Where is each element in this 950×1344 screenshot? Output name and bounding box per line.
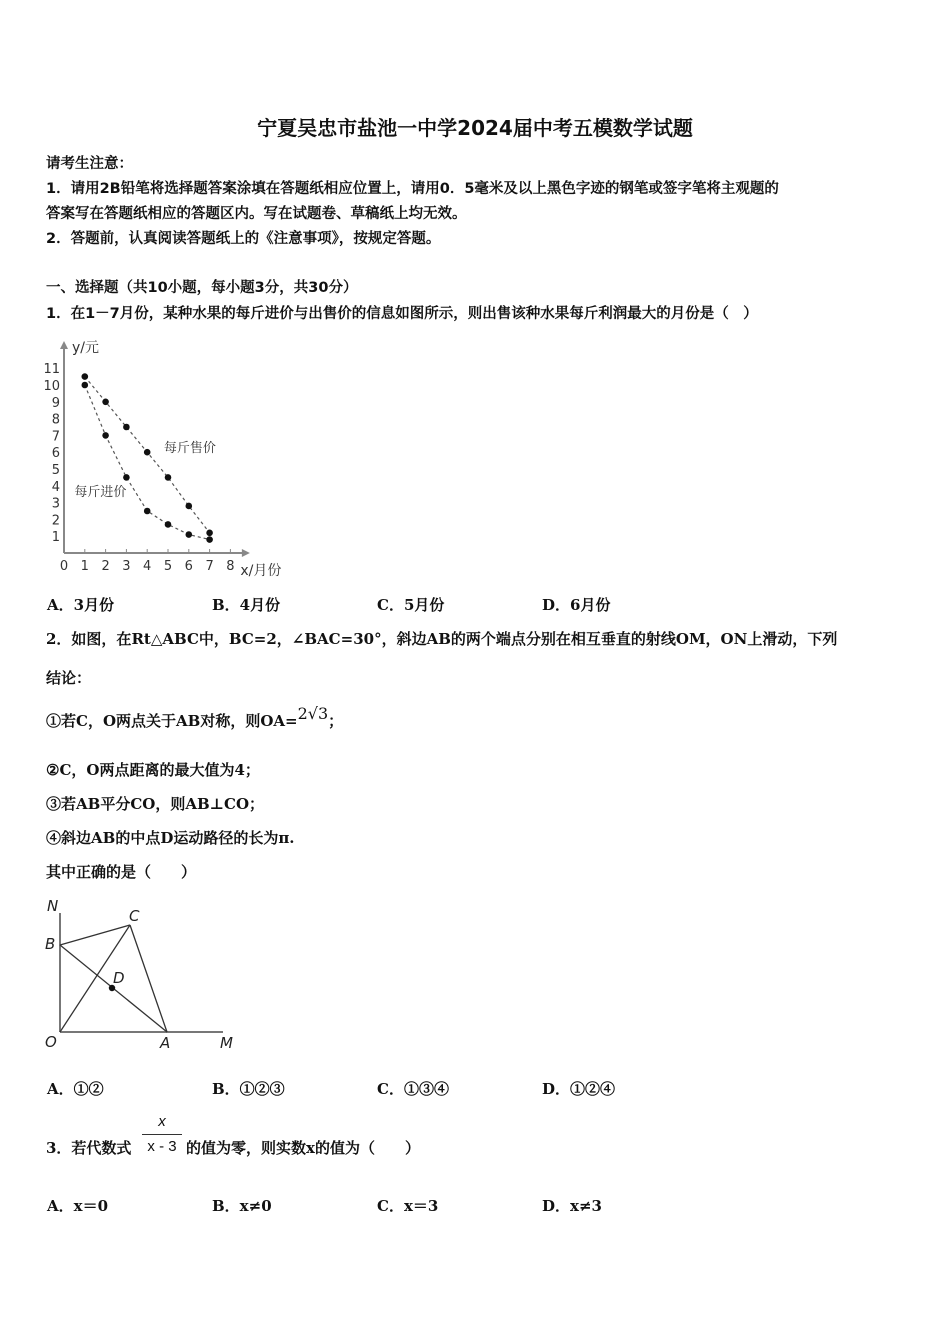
q2-ask: 其中正确的是（ ） [46,863,197,881]
math-2sqrt3: 2√3 [297,704,329,723]
fraction-numerator: x [158,1113,166,1130]
q1-option-b: B．4月份 [212,596,281,614]
x-tick-label: 0 [59,559,69,574]
data-point [82,373,89,380]
x-tick-label: 7 [205,559,214,574]
label-m: M [220,1034,233,1052]
data-point [123,474,130,481]
label-c: C [129,907,140,925]
y-tick-label: 9 [51,395,60,411]
data-point [123,424,130,431]
q3-option-d: D．x≠3 [542,1197,602,1215]
q2-statement-2: ②C，O两点距离的最大值为4； [46,761,260,779]
q3-option-a: A．x＝0 [47,1197,109,1215]
page-title: 宁夏吴忠市盐池一中学2024届中考五模数学试题 [257,116,693,140]
series-label: 每斤售价 [163,441,216,457]
y-tick-label: 10 [43,379,60,394]
q3-option-c: C．x＝3 [377,1197,439,1215]
data-point [206,530,213,537]
notice-line: 答案写在答题纸相应的答题区内。写在试题卷、草稿纸上均无效。 [46,206,467,222]
data-point [144,449,151,456]
q2-option-c: C．①③④ [377,1080,449,1098]
y-tick-label: 4 [51,479,60,495]
fraction-bar [142,1134,182,1135]
data-point [165,474,172,481]
notice-line: 2．答题前，认真阅读答题纸上的《注意事项》，按规定答题。 [46,231,441,247]
y-axis-label: y/元 [72,340,100,356]
x-axis-label: x/月份 [240,563,282,579]
statement-text: ； [328,712,344,730]
q1-option-a: A．3月份 [47,596,115,614]
data-point [186,531,193,538]
y-tick-label: 3 [51,496,60,512]
label-a: A [160,1034,171,1052]
chart-axes [43,340,281,579]
q2-statement-4: ④斜边AB的中点D运动路径的长为π. [46,829,295,847]
x-axis-arrow [242,549,250,557]
statement-text: ①若C，O两点关于AB对称，则OA= [46,712,298,730]
section-heading: 一、选择题（共10小题，每小题3分，共30分） [46,280,358,296]
q2-stem-2: 结论： [46,669,92,687]
series-label: 每斤进价 [74,484,127,500]
y-axis-arrow [60,341,68,349]
q3-stem-pre: 3．若代数式 [46,1139,132,1157]
label-d: D [113,969,125,987]
notice-line: 1．请用2B铅笔将选择题答案涂填在答题纸相应位置上，请用0．5毫米及以上黑色字迹的钢笔或签字笔将主观题的 [46,181,779,197]
q2-statement-3: ③若AB平分CO，则AB⊥CO； [46,795,265,813]
y-tick-label: 7 [51,429,60,445]
q1-option-d: D．6月份 [542,596,611,614]
q2-statement-1 [46,704,344,731]
y-tick-label: 8 [51,412,60,428]
data-point [165,521,172,528]
data-point [144,508,151,515]
q2-stem: 2．如图，在Rt△ABC中，BC=2，∠BAC=30°，斜边AB的两个端点分别在相互垂直的射线OM，ON上滑动，下列 [46,630,838,648]
x-tick-label: 2 [101,559,110,574]
label-b: B [45,935,56,953]
x-tick-label: 6 [184,559,193,574]
y-tick-label: 11 [43,362,60,378]
q2-option-d: D．①②④ [542,1080,616,1098]
y-tick-label: 6 [51,446,60,462]
q1-chart [40,335,300,580]
x-tick-label: 4 [143,559,152,574]
y-tick-label: 2 [51,513,60,529]
data-point [206,536,213,543]
q1-stem: 1．在1－7月份，某种水果的每斤进价与出售价的信息如图所示，则出售该种水果每斤利润最大的月份是（ ） [46,306,758,322]
q3-stem-post: 的值为零，则实数x的值为（ ） [186,1139,420,1157]
x-tick-label: 1 [80,559,89,574]
y-tick-label: 5 [51,463,60,478]
x-tick-label: 5 [163,559,173,574]
fraction-denominator: x - 3 [147,1138,177,1155]
label-o: O [45,1033,57,1051]
label-n: N [47,897,59,915]
q2-option-b: B．①②③ [212,1080,285,1098]
q1-option-c: C．5月份 [377,596,445,614]
x-tick-label: 3 [122,559,131,574]
data-point [186,503,193,510]
y-tick-label: 1 [51,530,60,546]
q2-option-a: A．①② [47,1080,104,1098]
chart-marks [74,373,215,543]
q2-figure [40,895,250,1055]
segment-ca [130,925,167,1032]
notice-heading: 请考生注意： [46,156,133,172]
series-curve-1 [85,385,210,540]
x-tick-label: 8 [226,559,235,574]
data-point [102,399,109,406]
q3-option-b: B．x≠0 [212,1197,272,1215]
data-point [102,432,109,439]
data-point [82,382,89,389]
